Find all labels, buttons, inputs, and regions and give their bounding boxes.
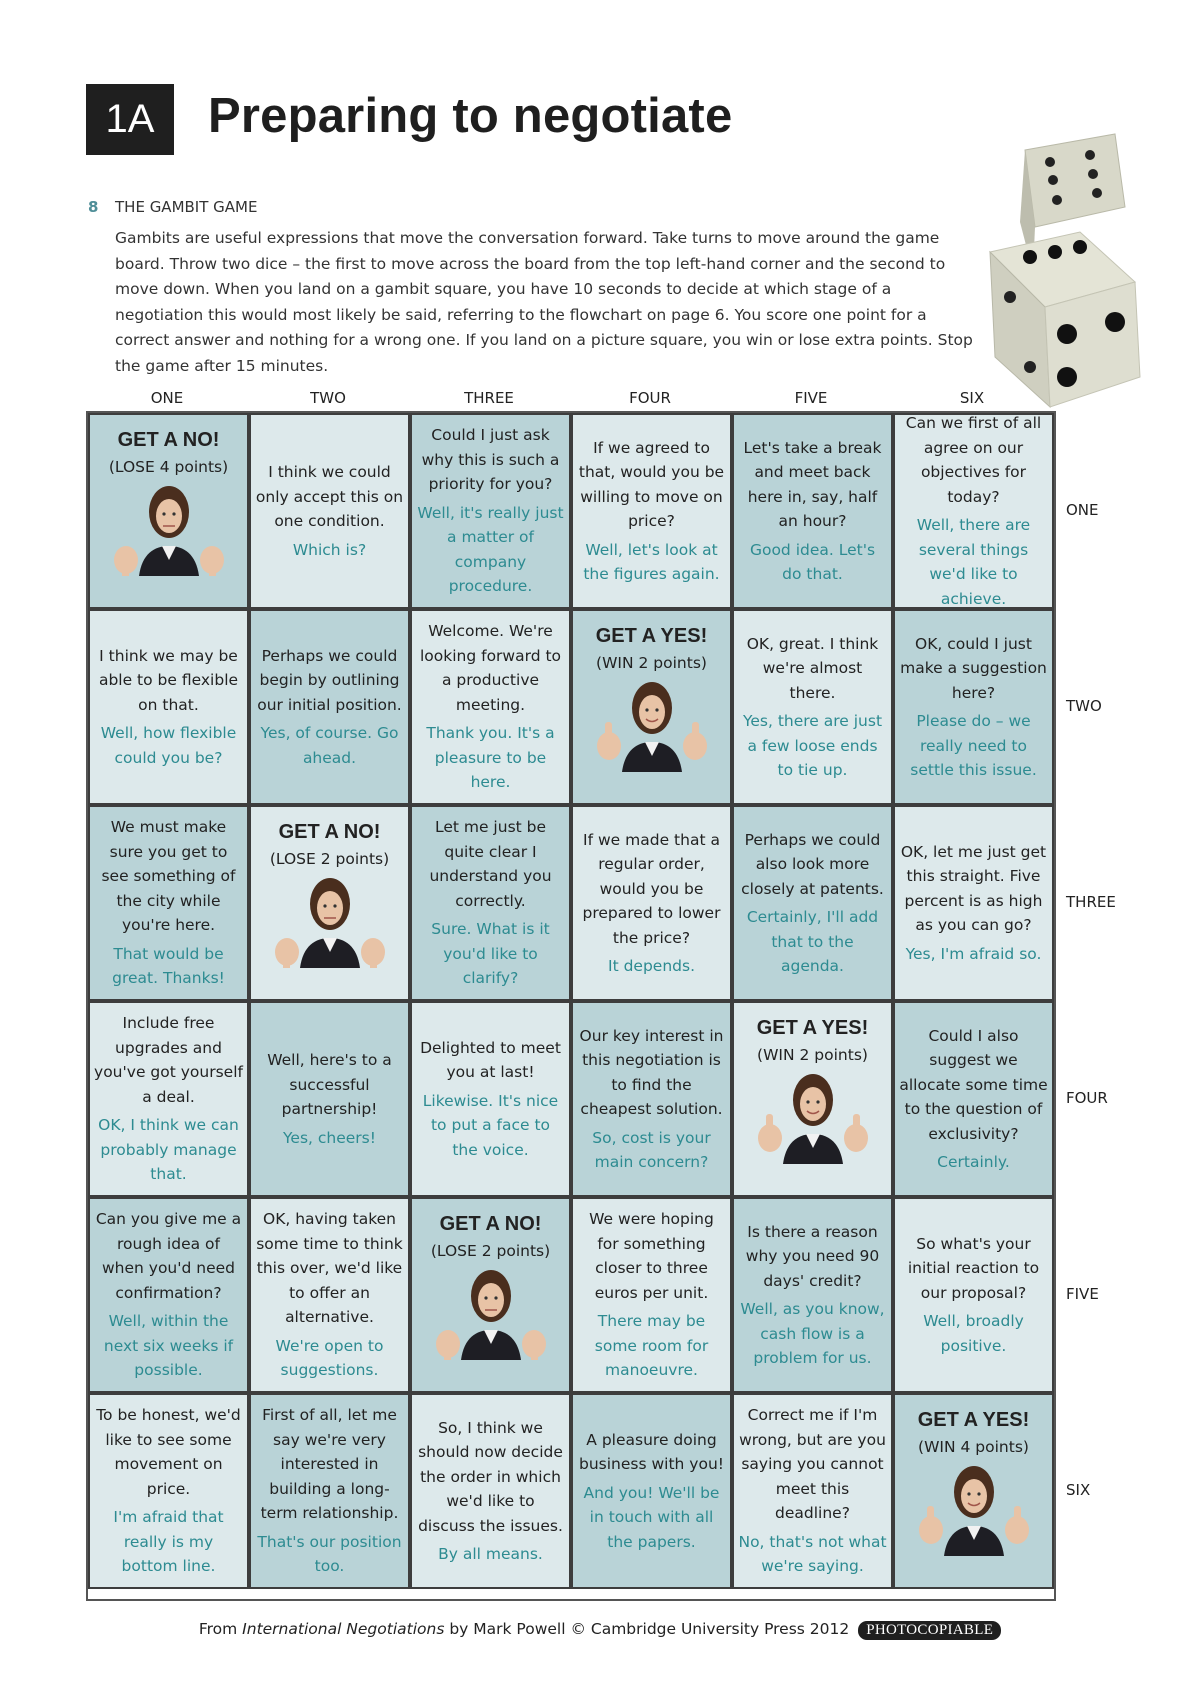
gambit-response: That's our position too. bbox=[257, 1532, 402, 1576]
gambit-response: By all means. bbox=[438, 1545, 543, 1563]
gambit-square bbox=[88, 1197, 249, 1393]
gambit-square bbox=[249, 413, 410, 609]
gambit-response: There may be some room for manoeuvre. bbox=[594, 1312, 709, 1380]
dice-image bbox=[975, 122, 1165, 412]
row-label: SIX bbox=[1066, 1481, 1091, 1499]
gambit-statement: So, I think we should now decide the order in which we'd like to discuss the issues. bbox=[418, 1418, 563, 1535]
gambit-square bbox=[732, 1393, 893, 1589]
gambit-square bbox=[893, 1197, 1054, 1393]
gambit-response: OK, I think we can probably manage that. bbox=[98, 1116, 239, 1184]
gambit-statement: OK, having taken some time to think this over, we'd like to offer an alternative. bbox=[256, 1210, 403, 1327]
gambit-square bbox=[88, 609, 249, 805]
picture-square-points: (WIN 2 points) bbox=[596, 654, 707, 672]
footer-book-title: International Negotiations bbox=[242, 1620, 445, 1638]
gambit-statement: Include free upgrades and you've got yourself a deal. bbox=[94, 1014, 243, 1106]
row-label: FIVE bbox=[1066, 1285, 1099, 1303]
gambit-statement: Could I also suggest we allocate some time to the question of exclusivity? bbox=[899, 1026, 1048, 1143]
picture-square-points: (LOSE 4 points) bbox=[108, 458, 229, 476]
photocopiable-badge: PHOTOCOPIABLE bbox=[858, 1621, 1001, 1640]
column-label: TWO bbox=[310, 389, 346, 407]
gambit-response: I'm afraid that really is my bottom line. bbox=[113, 1508, 224, 1576]
gambit-statement: A pleasure doing business with you! bbox=[579, 1430, 724, 1474]
gambit-statement: If we made that a regular order, would you be prepared to lower the price? bbox=[582, 830, 721, 947]
gambit-square bbox=[410, 413, 571, 609]
left-hand bbox=[919, 1506, 943, 1544]
gambit-statement: We were hoping for something closer to three euros per unit. bbox=[589, 1210, 714, 1302]
gambit-statement: Perhaps we could also look more closely at patents. bbox=[741, 830, 884, 898]
thumbs-down-person-image bbox=[104, 484, 234, 576]
gambit-response: Yes, there are just a few loose ends to tie up. bbox=[742, 712, 883, 779]
picture-square bbox=[410, 1197, 571, 1393]
column-label: SIX bbox=[959, 389, 985, 407]
die-front bbox=[990, 232, 1140, 407]
game-board bbox=[86, 411, 1056, 1601]
gambit-response: Likewise. It's nice to put a face to the voice. bbox=[422, 1091, 559, 1159]
left-hand bbox=[275, 938, 299, 968]
gambit-square bbox=[732, 805, 893, 1001]
right-hand bbox=[1005, 1506, 1029, 1544]
right-hand bbox=[522, 1330, 546, 1360]
left-hand bbox=[597, 722, 621, 760]
column-label: THREE bbox=[464, 389, 514, 407]
picture-square bbox=[893, 1393, 1054, 1589]
gambit-statement: Let's take a break and meet back here in, say, half an hour? bbox=[743, 438, 882, 530]
gambit-square bbox=[249, 1001, 410, 1197]
gambit-square bbox=[249, 1393, 410, 1589]
instructions-text: Gambits are useful expressions that move the conversation forward. Take turns to move around the game board. Throw two dice – the first to move across the board from the top left-hand corner and the second to move down. When you land on a gambit square, you have 10 seconds to decide at which stage of a negotiation this would most likely be said, referring to the flowchart on page 6. You score one point for a correct answer and nothing for a wrong one. If you land on a picture square, you win or lose extra points. Stop the game after 15 minutes. bbox=[115, 229, 973, 375]
thumbs-down-person-image bbox=[426, 1268, 556, 1360]
section-number: 8 bbox=[88, 198, 99, 216]
gambit-response: Which is? bbox=[292, 540, 367, 559]
gambit-square bbox=[571, 1393, 732, 1589]
picture-square bbox=[732, 1001, 893, 1197]
right-hand bbox=[683, 722, 707, 760]
gambit-statement: So what's your initial reaction to our proposal? bbox=[907, 1234, 1040, 1302]
gambit-statement: Welcome. We're looking forward to a productive meeting. bbox=[419, 622, 562, 714]
gambit-square bbox=[88, 805, 249, 1001]
gambit-square bbox=[88, 1393, 249, 1589]
section-title: THE GAMBIT GAME bbox=[115, 198, 258, 216]
footer-credit bbox=[0, 1620, 1200, 1640]
right-hand bbox=[361, 938, 385, 968]
gambit-statement: Our key interest in this negotiation is to find the cheapest solution. bbox=[579, 1026, 724, 1118]
gambit-statement: We must make sure you get to see something of the city while you're here. bbox=[101, 818, 236, 935]
gambit-statement: Let me just be quite clear I understand you correctly. bbox=[429, 818, 552, 910]
picture-square-points: (WIN 2 points) bbox=[757, 1046, 868, 1064]
gambit-response: That would be great. Thanks! bbox=[112, 944, 225, 988]
picture-square-title: GET A NO! bbox=[117, 429, 220, 451]
gambit-square bbox=[732, 1197, 893, 1393]
gambit-response: No, that's not what we're saying. bbox=[738, 1532, 887, 1576]
gambit-statement: Delighted to meet you at last! bbox=[420, 1038, 561, 1082]
picture-square-points: (LOSE 2 points) bbox=[430, 1242, 551, 1260]
gambit-statement: Well, here's to a successful partnership! bbox=[267, 1051, 392, 1118]
thumbs-up-person-image bbox=[909, 1464, 1039, 1556]
picture-square-title: GET A YES! bbox=[756, 1017, 869, 1039]
gambit-statement: Correct me if I'm wrong, but are you saying you cannot meet this deadline? bbox=[739, 1406, 886, 1523]
right-hand bbox=[200, 546, 224, 576]
gambit-square bbox=[88, 1001, 249, 1197]
picture-square-title: GET A NO! bbox=[278, 821, 381, 843]
gambit-response: Please do – we really need to settle this issue. bbox=[910, 712, 1037, 779]
gambit-square bbox=[571, 805, 732, 1001]
thumbs-up-person-image bbox=[587, 680, 717, 772]
gambit-response: Well, broadly positive. bbox=[923, 1312, 1024, 1355]
gambit-square bbox=[410, 1393, 571, 1589]
column-label: FIVE bbox=[794, 389, 828, 407]
gambit-square bbox=[732, 609, 893, 805]
page-title: Preparing to negotiate bbox=[208, 89, 733, 143]
picture-square-title: GET A YES! bbox=[595, 625, 708, 647]
gambit-statement: OK, could I just make a suggestion here? bbox=[900, 634, 1047, 702]
gambit-statement: To be honest, we'd like to see some movement on price. bbox=[96, 1406, 241, 1498]
row-label: THREE bbox=[1066, 893, 1116, 911]
gambit-statement: Perhaps we could begin by outlining our initial position. bbox=[257, 646, 402, 714]
gambit-response: It depends. bbox=[608, 957, 695, 975]
right-hand bbox=[844, 1114, 868, 1152]
gambit-response: Well, as you know, cash flow is a problem for us. bbox=[740, 1300, 885, 1367]
unit-number-badge: 1A bbox=[86, 84, 174, 155]
row-label: FOUR bbox=[1066, 1089, 1108, 1107]
gambit-statement: OK, let me just get this straight. Five percent is as high as you can go? bbox=[900, 842, 1047, 935]
gambit-response: Yes, cheers! bbox=[283, 1128, 376, 1147]
picture-square bbox=[571, 609, 732, 805]
gambit-response: Thank you. It's a pleasure to be here. bbox=[426, 724, 555, 792]
gambit-response: Well, there are several things we'd like to achieve. bbox=[916, 516, 1031, 608]
gambit-statement: First of all, let me say we're very interested in building a long-term relationship. bbox=[260, 1406, 399, 1523]
row-label: TWO bbox=[1066, 697, 1102, 715]
gambit-response: Good idea. Let's do that. bbox=[749, 540, 876, 583]
gambit-square bbox=[893, 805, 1054, 1001]
gambit-response: Yes, I'm afraid so. bbox=[905, 944, 1042, 963]
gambit-statement: I think we could only accept this on one condition. bbox=[255, 463, 404, 530]
gambit-response: So, cost is your main concern? bbox=[592, 1128, 711, 1171]
gambit-response: Well, within the next six weeks if possible. bbox=[103, 1312, 234, 1380]
gambit-response: And you! We'll be in touch with all the papers. bbox=[583, 1483, 720, 1551]
left-hand bbox=[436, 1330, 460, 1360]
gambit-response: Certainly. bbox=[937, 1153, 1010, 1171]
footer-prefix: From bbox=[198, 1620, 243, 1638]
footer-suffix: by Mark Powell © Cambridge University Press 2012 bbox=[444, 1620, 850, 1638]
column-label: ONE bbox=[150, 389, 184, 407]
gambit-statement: If we agreed to that, would you be willing to move on price? bbox=[578, 438, 725, 530]
picture-square bbox=[249, 805, 410, 1001]
gambit-response: Well, how flexible could you be? bbox=[100, 724, 237, 767]
gambit-square bbox=[893, 413, 1054, 609]
gambit-response: Certainly, I'll add that to the agenda. bbox=[746, 908, 879, 975]
picture-square-points: (LOSE 2 points) bbox=[269, 850, 390, 868]
gambit-square bbox=[249, 1197, 410, 1393]
gambit-square bbox=[893, 609, 1054, 805]
thumbs-up-person-image bbox=[748, 1072, 878, 1164]
gambit-square bbox=[571, 413, 732, 609]
gambit-square bbox=[732, 413, 893, 609]
column-label: FOUR bbox=[629, 389, 671, 407]
gambit-statement: OK, great. I think we're almost there. bbox=[746, 634, 879, 702]
gambit-response: Yes, of course. Go ahead. bbox=[260, 724, 399, 767]
gambit-statement: I think we may be able to be flexible on that. bbox=[98, 646, 239, 714]
picture-square-title: GET A NO! bbox=[439, 1213, 542, 1235]
gambit-statement: Is there a reason why you need 90 days' credit? bbox=[745, 1222, 880, 1290]
gambit-square bbox=[893, 1001, 1054, 1197]
gambit-statement: Could I just ask why this is such a priority for you? bbox=[421, 426, 560, 494]
gambit-square bbox=[249, 609, 410, 805]
thumbs-down-person-image bbox=[265, 876, 395, 968]
picture-square-points: (WIN 4 points) bbox=[918, 1438, 1029, 1456]
left-hand bbox=[114, 546, 138, 576]
left-hand bbox=[758, 1114, 782, 1152]
gambit-square bbox=[410, 1001, 571, 1197]
picture-square-title: GET A YES! bbox=[917, 1409, 1030, 1431]
gambit-statement: Can we first of all agree on our objectives for today? bbox=[905, 414, 1042, 506]
gambit-response: Well, let's look at the figures again. bbox=[583, 540, 720, 583]
gambit-statement: Can you give me a rough idea of when you'd need confirmation? bbox=[95, 1210, 242, 1302]
gambit-square bbox=[410, 805, 571, 1001]
gambit-response: Sure. What is it you'd like to clarify? bbox=[431, 920, 550, 988]
row-label: ONE bbox=[1066, 501, 1099, 519]
gambit-response: Well, it's really just a matter of company procedure. bbox=[417, 503, 564, 596]
gambit-square bbox=[571, 1001, 732, 1197]
gambit-response: We're open to suggestions. bbox=[275, 1336, 384, 1380]
gambit-square bbox=[571, 1197, 732, 1393]
picture-square bbox=[88, 413, 249, 609]
gambit-square bbox=[410, 609, 571, 805]
